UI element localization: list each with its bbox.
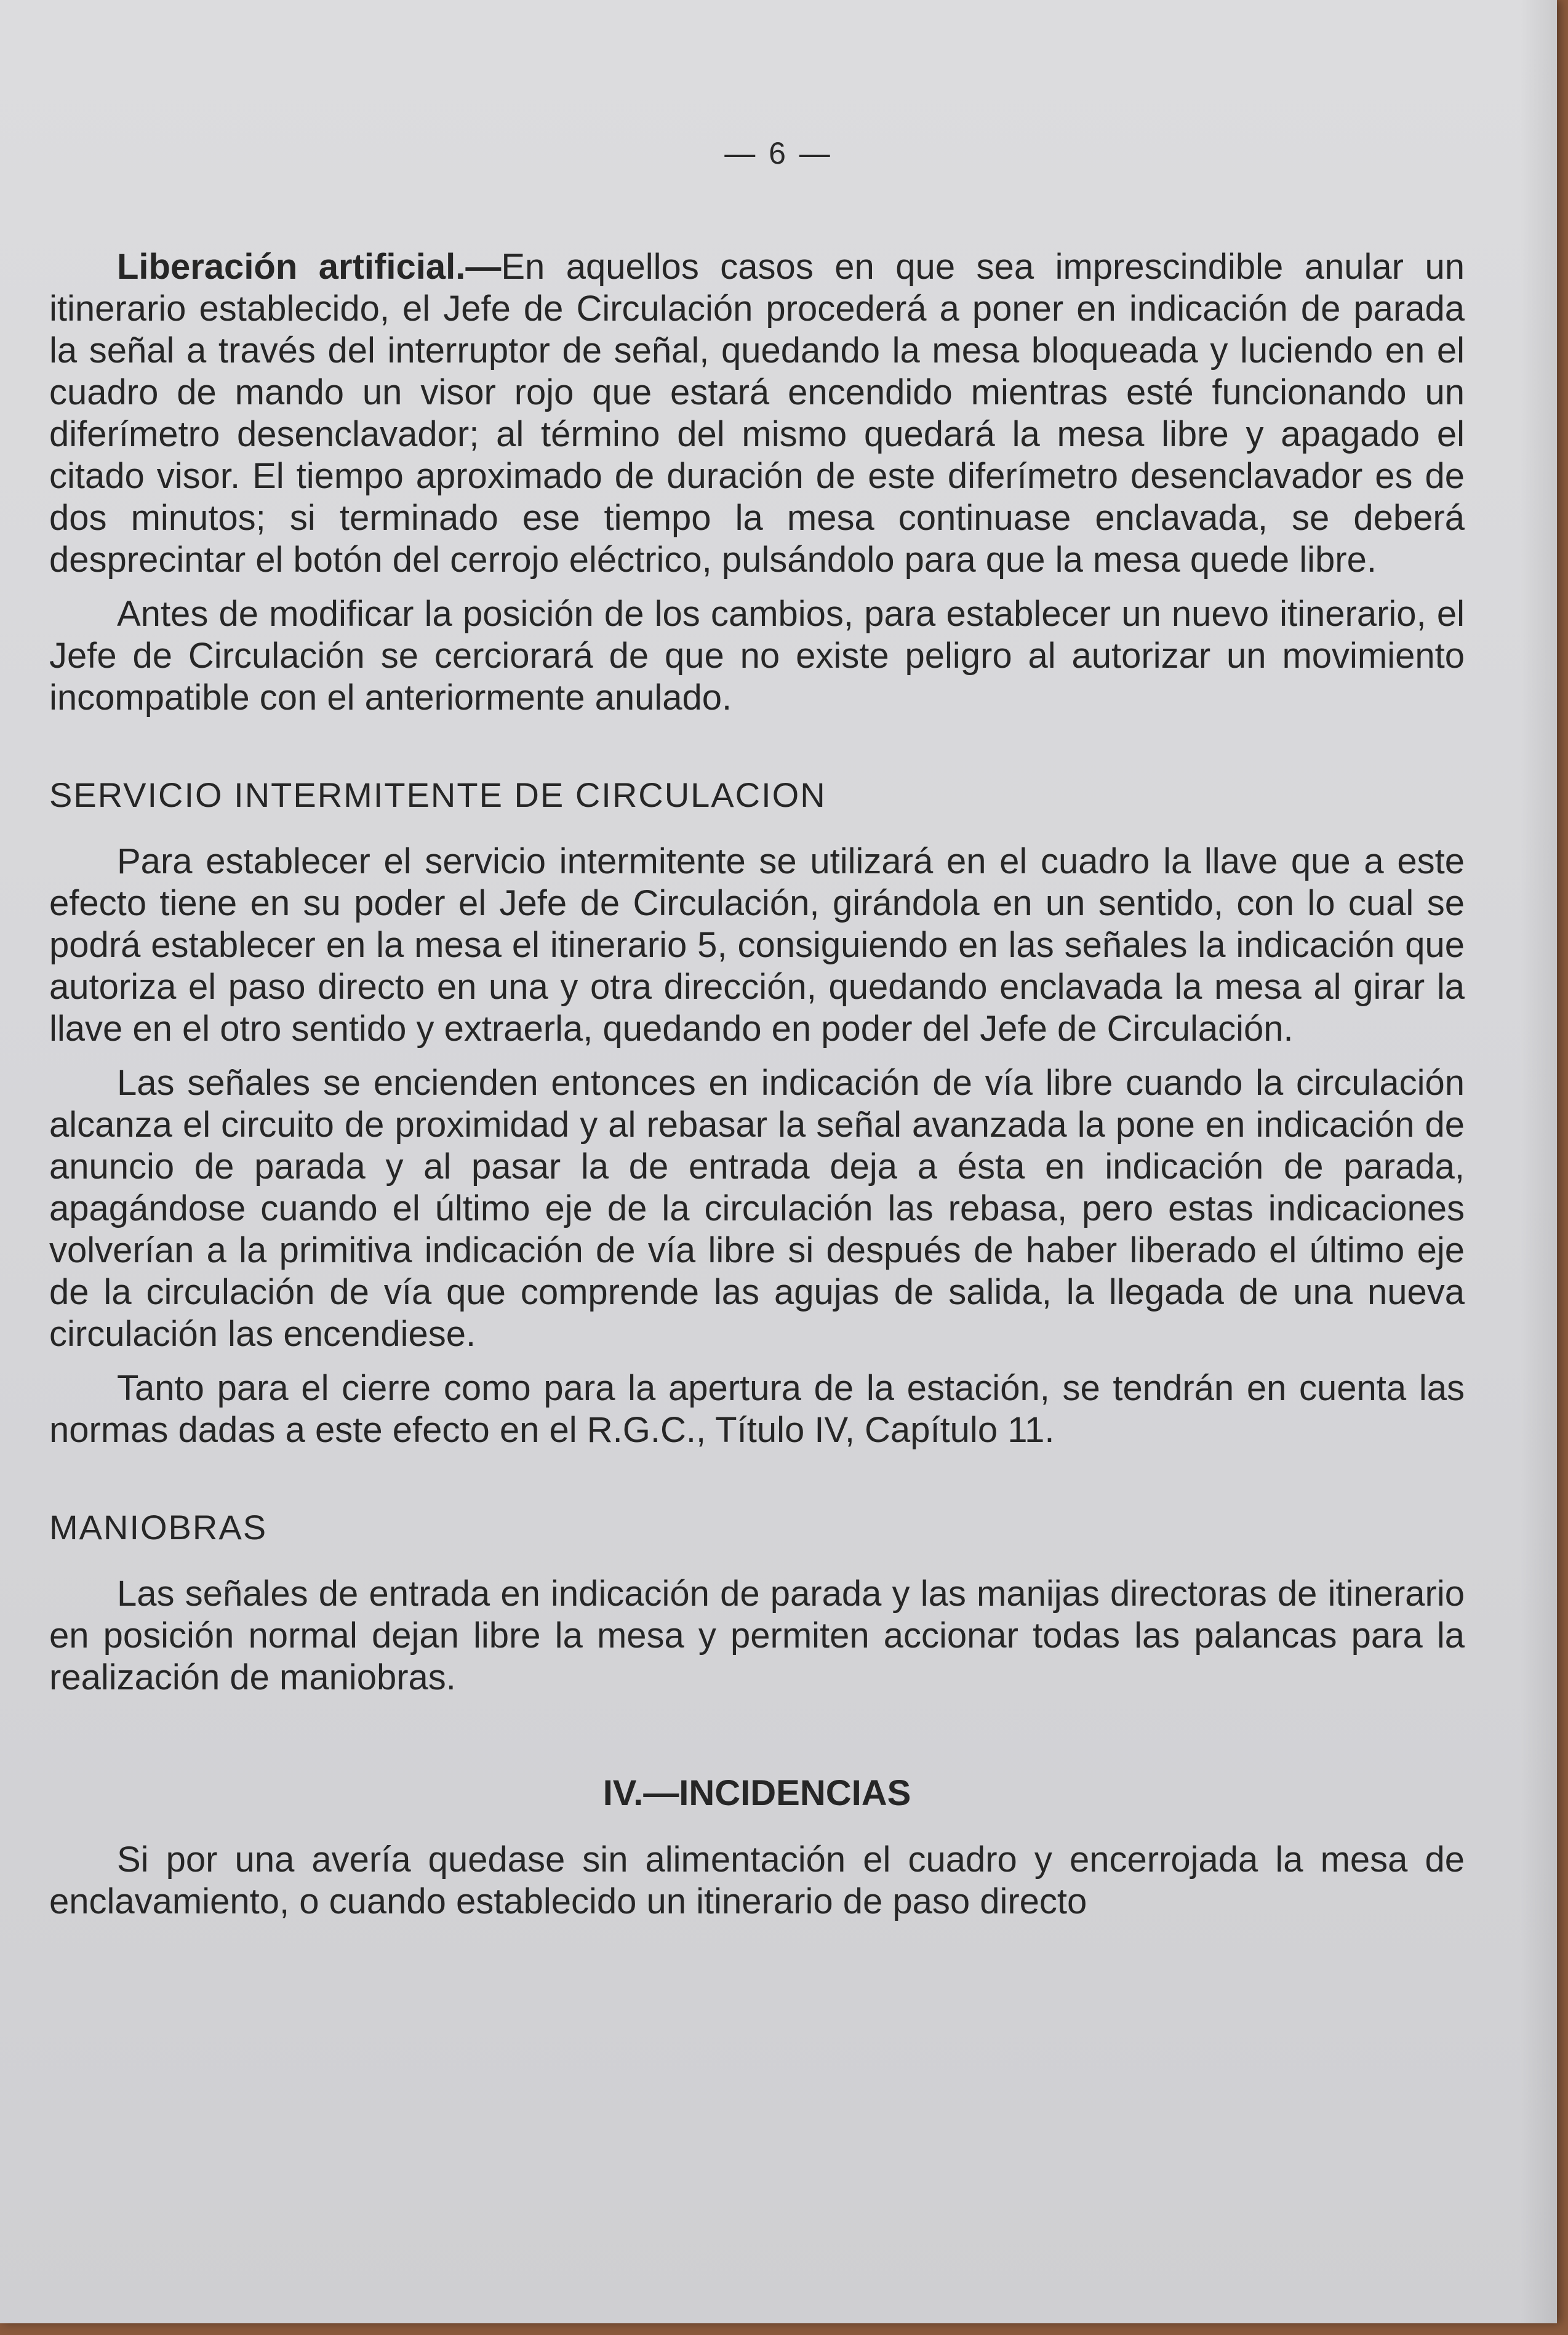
paragraph-intermitente-2: Las señales se encienden entonces en indicación de vía libre cuando la circulación alcanza el circuito de proximidad y al rebasar la señal avanzada la pone en indicación de anuncio de parada y al pasar la de entrada deja a ésta en indicación de parada, apagándose cuando el último eje de la circulación las rebasa, pero estas indicaciones volverían a la primitiva indicación de vía libre si después de haber liberado el último eje de la circulación de vía que comprende las agujas de salida, la llegada de una nueva circulación las encendiese. [49, 1063, 1465, 1354]
chapter-heading-incidencias: IV.—INCIDENCIAS [602, 1773, 911, 1813]
paragraph-intermitente-3: Tanto para el cierre como para la apertura de la estación, se tendrán en cuenta las normas dadas a este efecto en el R.G.C., Título IV, Capítulo 11. [49, 1368, 1465, 1450]
paragraph-intermitente-1: Para establecer el servicio intermitente se utilizará en el cuadro la llave que a este efecto tiene en su poder el Jefe de Circulación, girándola en un sentido, con lo cual se podrá establecer en la mesa el itinerario 5, consiguiendo en las señales la indicación que autoriza el paso directo en una y otra dirección, quedando enclavada la mesa al girar la llave en el otro sentido y extraerla, quedando en poder del Jefe de Circulación. [49, 841, 1465, 1049]
paragraph-maniobras-1: Las señales de entrada en indicación de parada y las manijas directoras de itinerario en posición normal dejan libre la mesa y permiten accionar todas las palancas para la realización de maniobras. [49, 1574, 1465, 1697]
page-number: — 6 — [724, 136, 833, 170]
page-body [49, 246, 1465, 1935]
paragraph-liberacion [49, 246, 1465, 581]
paragraph-text: En aquellos casos en que sea imprescindible anular un itinerario establecido, el Jefe de Circulación procederá a poner en indicación de parada la señal a través del interruptor de señal, quedando la mesa bloqueada y luciendo en el cuadro de mando un visor rojo que estará encendido mientras esté funcionando un diferímetro desenclavador; al término del mismo quedará la mesa libre y apagado el citado visor. El tiempo aproximado de duración de este diferímetro desenclavador es de dos minutos; si terminado ese tiempo la mesa continuase enclavada, se deberá desprecintar el botón del cerrojo eléctrico, pulsándolo para que la mesa quede libre. [49, 247, 1465, 580]
section-heading-maniobras: MANIOBRAS [49, 1508, 268, 1547]
paragraph-incidencias-1: Si por una avería quedase sin alimentación el cuadro y encerrojada la mesa de enclavamiento, o cuando establecido un itinerario de paso directo [49, 1840, 1465, 1921]
section-heading-intermitente: SERVICIO INTERMITENTE DE CIRCULACION [49, 775, 826, 814]
run-in-heading: Liberación artificial.— [117, 247, 502, 287]
paragraph-antes: Antes de modificar la posición de los cambios, para establecer un nuevo itinerario, el Jefe de Circulación se cerciorará de que no existe peligro al autorizar un movimiento incompatible con el anteriormente anulado. [49, 594, 1465, 718]
page-edge-shadow [1520, 0, 1557, 2323]
